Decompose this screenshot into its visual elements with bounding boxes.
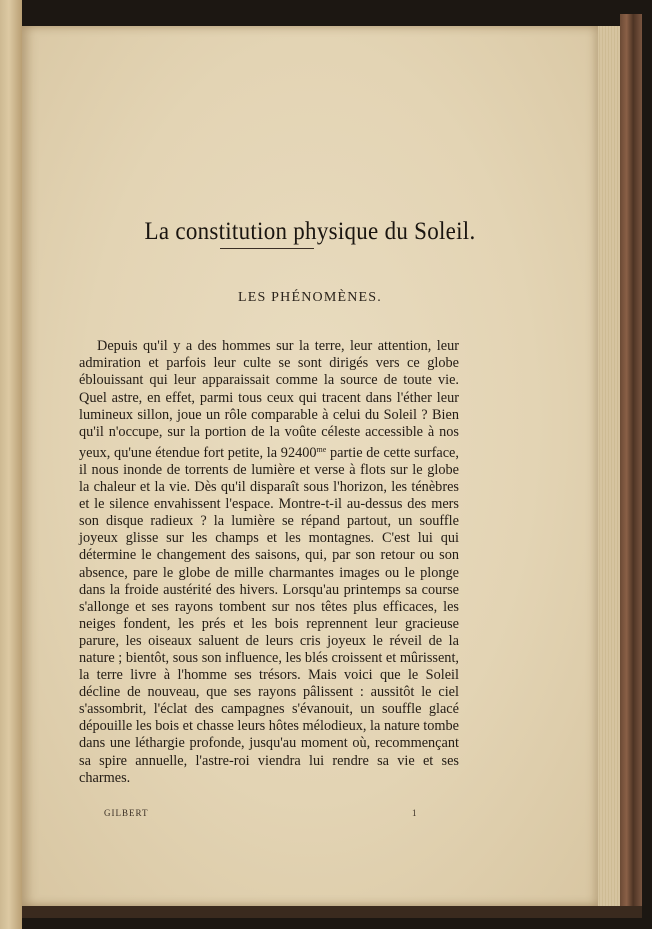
page-footer [22,808,598,822]
ordinal-superscript: me [316,444,327,454]
title-rule [220,248,314,249]
page-stack-edge [598,26,620,906]
book-cover-edge [620,14,642,914]
body-paragraph [79,338,459,786]
sheet-number: 1 [412,808,417,818]
section-heading: LES PHÉNOMÈNES. [237,290,382,305]
book-cover-bottom [22,906,642,918]
chapter-title: La constitution physique du Soleil. [144,218,476,245]
printer-signature: GILBERT [104,808,149,818]
book-spine-gutter [0,0,22,929]
paragraph-text-part1: Depuis qu'il y a des hommes sur la terre, leur attention, leur admiration et parfois leur culte se sont dirigés vers ce globe éblouissant qui leur apparaissait comme la source de toute vie. Quel astre, en effet, parmi tous ceux qui tracent dans l'éther leur lumineux sillon, joue un rôle comparable à celui du Soleil ? Bien qu'il n'occupe, sur la portion de la voûte céleste accessible à nos yeux, qu'une étendue fort petite, la 92400 [79,338,459,461]
book-page [22,26,598,906]
paragraph-text-part2: partie de cette surface, il nous inonde de torrents de lumière et verse à flots sur le globe la chaleur et la vie. Dès qu'il disparaît sous l'horizon, les ténèbres et le silence envahissent l'espace. Montre-t-il au-dessus des mers son disque radieux ? la lumière se répand partout, un souffle joyeux glisse sur les champs et les montagnes. C'est lui qui détermine le changement des saisons, qui, par son retour ou son absence, pare le globe de mille charmantes images ou le plonge dans la froide austérité des hivers. Lorsqu'au printemps sa course s'allonge et ses rayons tombent sur nos têtes plus efficaces, les neiges fondent, les prés et les bois reprennent leur gracieuse parure, les oiseaux saluent de leurs cris joyeux le réveil de la nature ; bientôt, sous son influence, les blés croissent et mûrissent, la terre livre à l'homme ses trésors. Mais voici que le Soleil décline de nouveau, que ses rayons pâlissent : aussitôt le ciel s'assombrit, l'éclat des campagnes s'évanouit, un souffle glacé dépouille les bois et chasse leurs hôtes mélodieux, la nature tombe dans une léthargie profonde, jusqu'au moment où, recommençant sa spire annuelle, l'astre-roi viendra lui rendre sa vie et ses charmes. [79,444,459,786]
